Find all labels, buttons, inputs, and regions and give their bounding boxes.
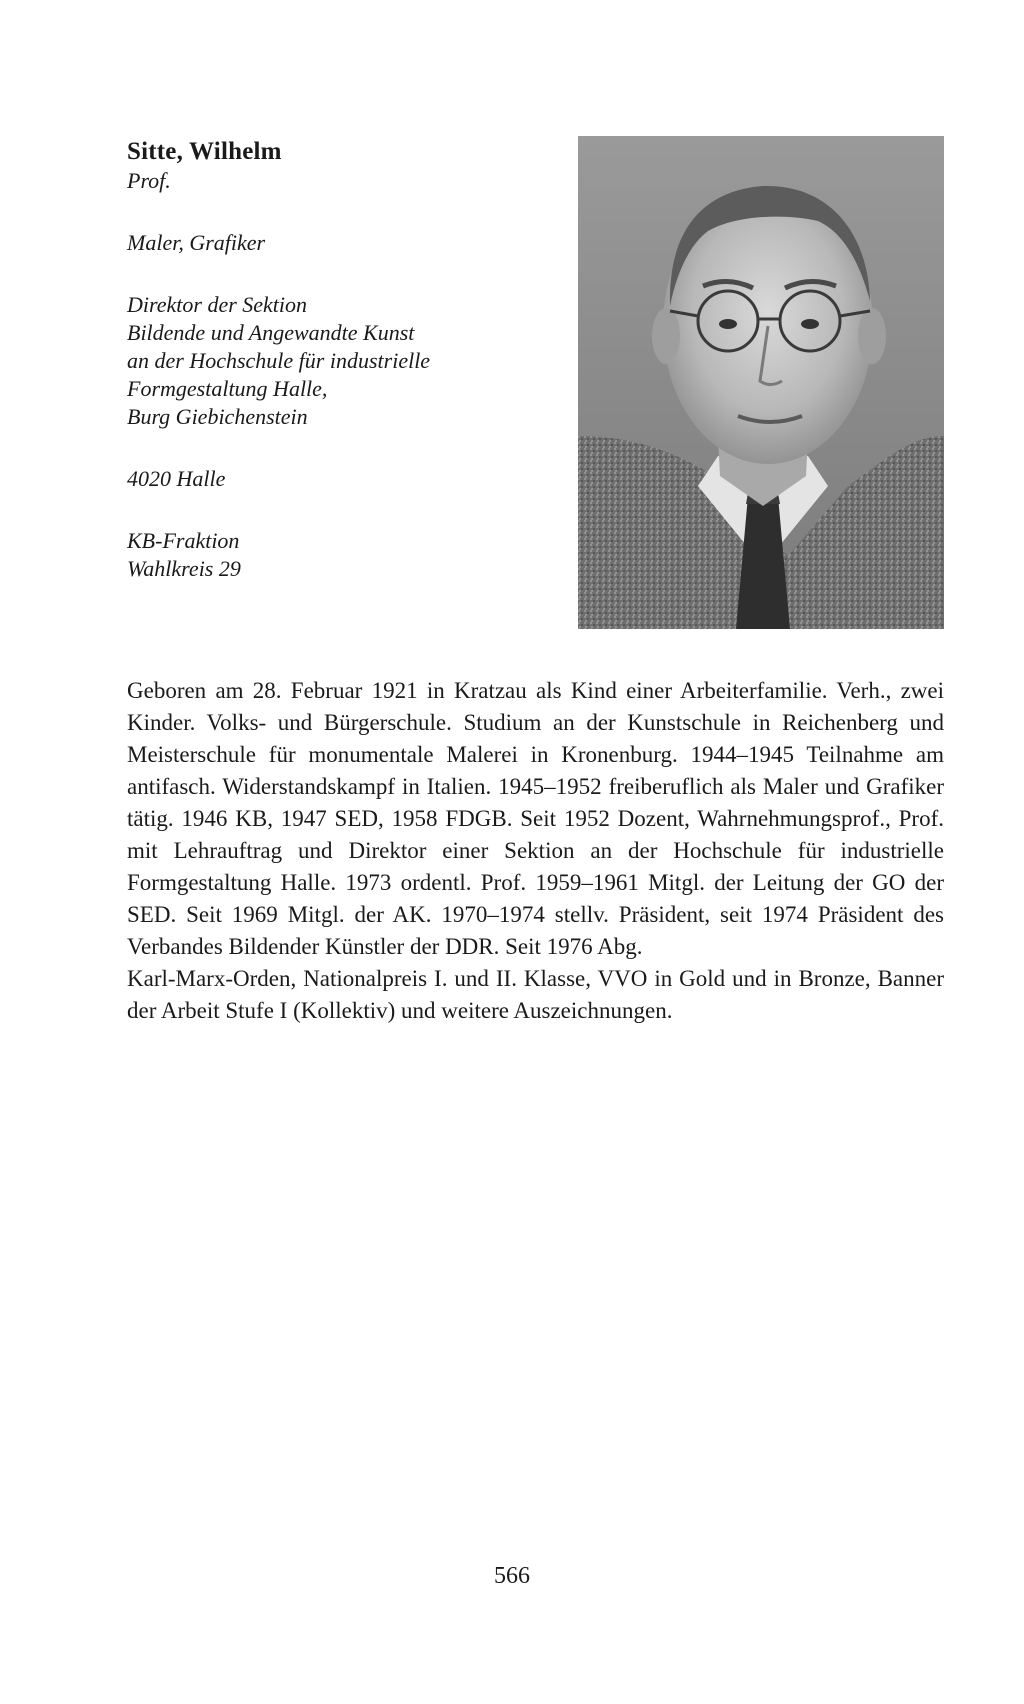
entry-header (127, 137, 567, 583)
academic-title: Prof. (127, 168, 171, 193)
profession: Maler, Grafiker (127, 230, 266, 255)
position-line: Bildende und Angewandte Kunst (127, 320, 415, 345)
portrait-illustration (578, 136, 944, 629)
position-line: Direktor der Sektion (127, 292, 308, 317)
biography (127, 675, 944, 1027)
city: 4020 Halle (127, 466, 226, 491)
faction: KB-Fraktion (127, 528, 240, 553)
faction-block (127, 527, 567, 583)
person-name: Sitte, Wilhelm (127, 138, 282, 165)
constituency: Wahlkreis 29 (127, 556, 241, 581)
position-line: Burg Giebichenstein (127, 404, 308, 429)
position-block (127, 291, 567, 431)
awards-paragraph: Karl-Marx-Orden, Nationalpreis I. und II. Klasse, VVO in Gold und in Bronze, Banner der Arbeit Stufe I (Kollektiv) und weitere Auszeichnungen. (127, 966, 944, 1023)
page-number: 566 (494, 1563, 530, 1589)
biography-paragraph: Geboren am 28. Februar 1921 in Kratzau als Kind einer Arbeiterfamilie. Verh., zwei Kinder. Volks- und Bürgerschule. Studium an der Kunstschule in Reichenberg und Meisterschule für monumentale Malerei in Kronenburg. 1944–1945 Teilnahme am antifasch. Widerstandskampf in Italien. 1945–1952 freiberuflich als Maler und Grafiker tätig. 1946 KB, 1947 SED, 1958 FDGB. Seit 1952 Dozent, Wahrnehmungsprof., Prof. mit Lehrauftrag und Direktor einer Sektion an der Hochschule für industrielle Formgestaltung Halle. 1973 ordentl. Prof. 1959–1961 Mitgl. der Leitung der GO der SED. Seit 1969 Mitgl. der AK. 1970–1974 stellv. Präsident, seit 1974 Präsident des Verbandes Bildender Künstler der DDR. Seit 1976 Abg. (127, 678, 944, 959)
portrait-photo (578, 136, 944, 629)
position-line: Formgestaltung Halle, (127, 376, 328, 401)
position-line: an der Hochschule für industrielle (127, 348, 431, 373)
